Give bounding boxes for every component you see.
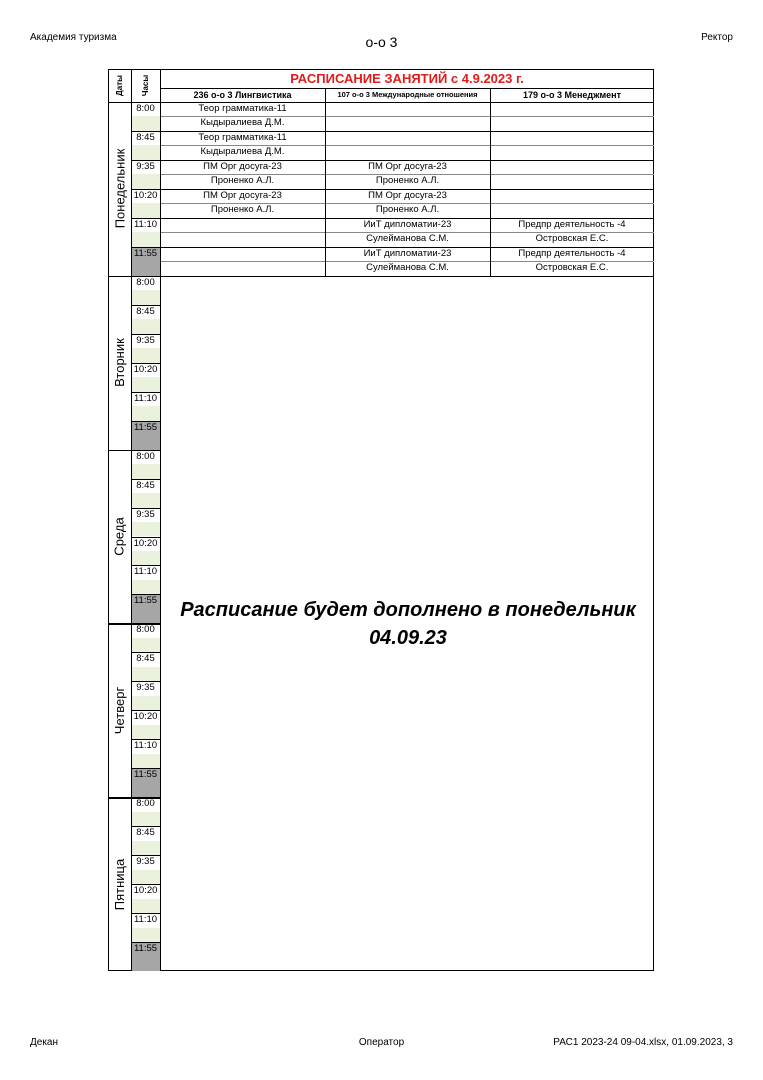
lesson-cell: Теор грамматика-11 bbox=[198, 103, 287, 114]
grid-line bbox=[131, 710, 160, 711]
time-slot-shade bbox=[132, 928, 160, 942]
lesson-cell bbox=[490, 203, 654, 217]
schedule-note bbox=[160, 596, 656, 652]
grid-line bbox=[160, 232, 654, 233]
grid-line bbox=[131, 508, 160, 509]
lesson-cell bbox=[325, 116, 490, 130]
grid-line bbox=[108, 450, 160, 452]
grid-line bbox=[108, 623, 160, 625]
time-slot-shade bbox=[132, 145, 160, 159]
lesson-cell: ИиТ дипломатии-23 bbox=[363, 218, 452, 230]
lesson-cell bbox=[490, 131, 654, 145]
time-label: 11:55 bbox=[133, 769, 158, 781]
lesson-cell bbox=[490, 160, 654, 174]
time-slot-shade bbox=[132, 638, 160, 652]
lesson-cell bbox=[490, 116, 654, 130]
grid-line bbox=[131, 942, 160, 943]
time-slot-shade bbox=[132, 580, 160, 594]
lesson-cell bbox=[490, 174, 654, 188]
day-label-text: Понедельник bbox=[112, 149, 128, 229]
lesson-cell bbox=[490, 102, 654, 116]
grid-line bbox=[131, 855, 160, 856]
grid-line bbox=[131, 305, 160, 306]
footer-right: РАС1 2023-24 09-04.xlsx, 01.09.2023, 3 bbox=[553, 1037, 733, 1048]
grid-line bbox=[131, 826, 160, 827]
hours-header-text: Часы bbox=[140, 74, 150, 97]
lesson-cell: Проненко А.Л. bbox=[375, 204, 440, 216]
grid-line bbox=[160, 116, 654, 117]
time-label: 10:20 bbox=[133, 885, 158, 897]
time-slot-shade bbox=[132, 406, 160, 420]
lesson-cell: ПМ Орг досуга-23 bbox=[203, 160, 282, 172]
lesson-cell: Сулейманова С.М. bbox=[366, 262, 449, 274]
lesson-cell: Кыдыралиева Д.М. bbox=[200, 146, 285, 158]
time-label: 10:20 bbox=[133, 537, 158, 549]
grid-line bbox=[131, 421, 160, 422]
time-slot-shade bbox=[132, 551, 160, 565]
grid-line bbox=[131, 189, 160, 190]
day-label-text: Четверг bbox=[112, 686, 128, 734]
note-line-2: 04.09.23 bbox=[369, 627, 447, 649]
grid-line bbox=[160, 131, 654, 132]
time-label: 11:55 bbox=[133, 943, 158, 955]
grid-line bbox=[131, 392, 160, 393]
time-label: 8:45 bbox=[136, 305, 155, 317]
day-label bbox=[108, 102, 131, 276]
time-label: 9:35 bbox=[136, 160, 155, 172]
grid-line bbox=[131, 69, 132, 971]
time-slot-shade bbox=[132, 870, 160, 884]
grid-line bbox=[131, 884, 160, 885]
grid-line bbox=[131, 565, 160, 566]
time-label: 11:55 bbox=[133, 421, 158, 433]
lesson-cell: Островская Е.С. bbox=[535, 233, 609, 245]
grid-line bbox=[131, 363, 160, 364]
grid-line bbox=[160, 174, 654, 175]
lesson-cell: Проненко А.Л. bbox=[210, 204, 275, 216]
footer-center: Оператор bbox=[358, 1037, 405, 1048]
time-label: 9:35 bbox=[136, 682, 155, 694]
time-label: 8:45 bbox=[136, 827, 155, 839]
time-slot-shade bbox=[132, 522, 160, 536]
time-label: 11:55 bbox=[133, 247, 158, 259]
header-right: Ректор bbox=[701, 32, 733, 43]
day-label bbox=[108, 450, 131, 624]
time-slot-shade bbox=[132, 725, 160, 739]
grid-line bbox=[325, 88, 326, 102]
lesson-cell: Предпр деятельность -4 bbox=[518, 218, 626, 230]
grid-line bbox=[160, 218, 654, 219]
lesson-cell: Предпр деятельность -4 bbox=[518, 247, 626, 259]
time-label: 8:00 bbox=[136, 798, 155, 810]
lesson-cell: Проненко А.Л. bbox=[210, 175, 275, 187]
lesson-cell: ПМ Орг досуга-23 bbox=[368, 189, 447, 201]
lesson-cell: Островская Е.С. bbox=[535, 262, 609, 274]
dates-column-header bbox=[108, 69, 131, 102]
time-label: 11:55 bbox=[133, 595, 158, 607]
grid-line bbox=[160, 203, 654, 204]
time-label: 8:00 bbox=[136, 450, 155, 462]
lesson-cell bbox=[325, 102, 490, 116]
note-line-1: Расписание будет дополнено в понедельник bbox=[180, 599, 636, 621]
time-label: 8:00 bbox=[136, 624, 155, 636]
lesson-cell bbox=[160, 218, 325, 232]
grid-line bbox=[131, 247, 160, 248]
grid-line bbox=[160, 69, 161, 971]
grid-line bbox=[160, 276, 654, 277]
grid-line bbox=[131, 479, 160, 480]
lesson-cell: Теор грамматика-11 bbox=[198, 131, 287, 143]
time-slot-shade bbox=[132, 464, 160, 478]
grid-line bbox=[131, 739, 160, 740]
group-header: 107 о-о 3 Международные отношения bbox=[337, 90, 478, 99]
lesson-cell bbox=[160, 247, 325, 261]
time-label: 10:20 bbox=[133, 363, 158, 375]
time-label: 11:10 bbox=[133, 566, 158, 578]
time-label: 9:35 bbox=[136, 334, 155, 346]
time-slot-shade bbox=[132, 319, 160, 333]
time-slot-shade bbox=[132, 812, 160, 826]
time-slot-shade bbox=[132, 348, 160, 362]
group-header: 236 о-о 3 Лингвистика bbox=[193, 90, 292, 100]
grid-line bbox=[160, 261, 654, 262]
grid-line bbox=[108, 276, 160, 278]
day-label-text: Среда bbox=[112, 517, 128, 556]
lesson-cell bbox=[160, 232, 325, 246]
grid-line bbox=[160, 88, 654, 89]
lesson-cell: ИиТ дипломатии-23 bbox=[363, 247, 452, 259]
grid-line bbox=[131, 334, 160, 335]
grid-line bbox=[131, 681, 160, 682]
grid-line bbox=[160, 160, 654, 161]
time-label: 8:00 bbox=[136, 103, 155, 114]
header-center: о-о 3 bbox=[365, 34, 398, 50]
time-label: 10:20 bbox=[133, 189, 158, 201]
time-slot-shade bbox=[132, 696, 160, 710]
time-label: 10:20 bbox=[133, 711, 158, 723]
lesson-cell bbox=[490, 189, 654, 203]
grid-line bbox=[108, 797, 160, 799]
grid-line bbox=[160, 145, 654, 146]
time-slot-shade bbox=[132, 841, 160, 855]
time-slot-shade bbox=[132, 174, 160, 188]
day-label bbox=[108, 276, 131, 450]
time-slot-shade bbox=[132, 232, 160, 246]
time-label: 11:10 bbox=[133, 914, 158, 926]
grid-line bbox=[160, 189, 654, 190]
grid-line bbox=[131, 594, 160, 595]
time-slot-shade bbox=[132, 116, 160, 130]
grid-line bbox=[131, 131, 160, 132]
dates-header-text: Даты bbox=[115, 75, 124, 96]
day-label bbox=[108, 623, 131, 797]
time-label: 8:45 bbox=[136, 131, 155, 143]
grid-line bbox=[490, 102, 491, 276]
day-label-text: Пятница bbox=[112, 858, 127, 910]
grid-line bbox=[131, 160, 160, 161]
lesson-cell bbox=[325, 131, 490, 145]
time-label: 11:10 bbox=[133, 218, 158, 230]
grid-line bbox=[131, 218, 160, 219]
group-header: 179 о-о 3 Менеджмент bbox=[522, 90, 622, 100]
grid-line bbox=[325, 102, 326, 276]
lesson-cell bbox=[490, 145, 654, 159]
time-label: 8:00 bbox=[136, 276, 155, 288]
grid-line bbox=[490, 88, 491, 102]
lesson-cell: ПМ Орг досуга-23 bbox=[368, 160, 447, 172]
time-label: 9:35 bbox=[136, 508, 155, 520]
grid-line bbox=[131, 537, 160, 538]
time-label: 8:45 bbox=[136, 479, 155, 491]
time-label: 11:10 bbox=[133, 740, 158, 752]
lesson-cell: Сулейманова С.М. bbox=[366, 233, 449, 245]
time-slot-shade bbox=[132, 899, 160, 913]
grid-line bbox=[131, 768, 160, 769]
day-label bbox=[108, 797, 131, 971]
grid-line bbox=[131, 913, 160, 914]
time-label: 8:45 bbox=[136, 653, 155, 665]
lesson-cell: Проненко А.Л. bbox=[375, 175, 440, 187]
footer-left: Декан bbox=[30, 1037, 59, 1048]
grid-line bbox=[131, 652, 160, 653]
time-slot-shade bbox=[132, 493, 160, 507]
time-label: 9:35 bbox=[136, 856, 155, 868]
time-slot-shade bbox=[132, 203, 160, 217]
lesson-cell bbox=[160, 261, 325, 275]
schedule-title: РАСПИСАНИЕ ЗАНЯТИЙ с 4.9.2023 г. bbox=[290, 71, 524, 86]
lesson-cell: ПМ Орг досуга-23 bbox=[203, 189, 282, 201]
time-slot-shade bbox=[132, 290, 160, 304]
header-left: Академия туризма bbox=[30, 32, 117, 43]
time-label: 11:10 bbox=[133, 392, 158, 404]
hours-column-header bbox=[131, 69, 160, 102]
grid-line bbox=[160, 247, 654, 248]
time-slot-shade bbox=[132, 754, 160, 768]
lesson-cell: Кыдыралиева Д.М. bbox=[200, 117, 285, 129]
day-label-text: Вторник bbox=[112, 338, 128, 388]
time-slot-shade bbox=[132, 667, 160, 681]
time-slot-shade bbox=[132, 377, 160, 391]
lesson-cell bbox=[325, 145, 490, 159]
